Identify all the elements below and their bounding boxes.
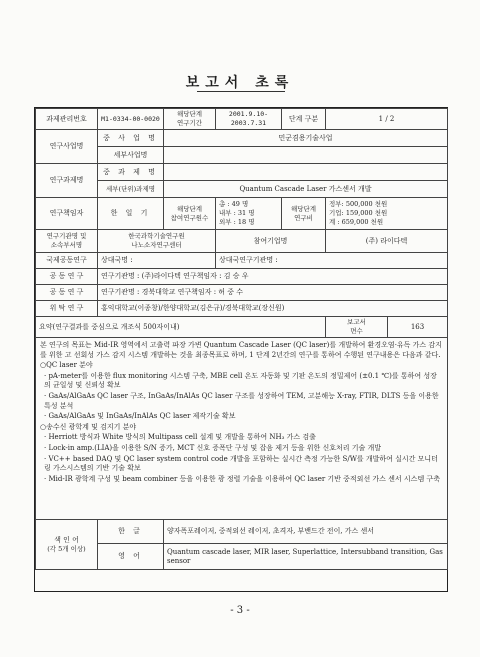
member-internal: 내부 : 31 명 [219,209,255,217]
business-main-label: 중 사 업 명 [98,130,164,147]
row-keywords-ko [36,520,448,544]
pages-value: 163 [388,317,448,338]
member-count-label: 해당단계 참여연구원수 [164,198,216,230]
summary-line: · Lock-in amp.(LIA)을 이용한 S/N 증가, MCT 신호 증폭단 구성 및 잡음 제거 등을 위한 신호처리 기술 개발 [44,443,382,452]
row-joint-1 [36,269,448,285]
summary-line: · pA-meter를 이용한 flux monitoring 시스템 구축, MBE cell 온도 자동화 및 기판 온도의 정밀제어 (±0.1 ℃)를 통하여 성장의 균일성 및 신뢰성 확보 [44,371,437,390]
row-management [36,109,448,130]
joint-value-2: 연구기관명 : 경북대학교 연구책임자 : 허 중 수 [98,285,448,301]
keywords-ko-label: 한 글 [98,520,164,544]
consign-value: 홍익대학교(이종창)/한양대학교(김은규)/경북대학교(장신원) [98,301,448,317]
project-sub-value: Quantum Cascade Laser 가스센서 개발 [164,181,448,198]
cost-sum: 계 : 659,000 천원 [329,218,384,226]
researcher-label: 연구책임자 [36,198,98,230]
org-label: 연구기관명 및 소속부서명 [36,230,98,253]
intl-label: 국제공동연구 [36,253,98,269]
business-sub-label: 세부사업명 [98,147,164,164]
summary-line: ○QC laser 분야 [40,361,93,370]
page-number: - 3 - [230,605,250,616]
member-counts [216,198,282,230]
period-label: 해당단계 연구기간 [164,109,216,130]
row-intl [36,253,448,269]
period-value: 2001.9.10-2003.7.31 [216,109,282,130]
org-name: 한국과학기술연구원 나노소자연구센터 [98,230,216,253]
cost-label: 해당단계 연구비 [282,198,326,230]
company-value: (주) 라이다텍 [326,230,448,253]
row-summary-header [36,317,448,338]
project-main-label: 중 과 제 명 [98,164,164,181]
keywords-label: 색 인 어 (각 5개 이상) [36,520,98,570]
business-main-value: 민군겸용기술사업 [164,130,448,147]
summary-line: · GaAs/AlGaAs QC laser 구조, InGaAs/InAlAs QC laser 구조를 성장하여 TEM, 고분해능 X-ray, FTIR, DLTS 등을 이용한 특성 분석 [44,391,439,410]
row-consign [36,301,448,317]
stage-label: 단계 구분 [282,109,326,130]
keywords-en-label: 영 어 [98,544,164,570]
intl-institution: 상대국연구기관명 : [216,253,448,269]
keywords-en-value: Quantum cascade laser, MIR laser, Superlattice, Intersubband transition, Gas sensor [164,544,448,570]
abstract-form [34,107,448,592]
summary-line: · VC++ based DAQ 및 QC laser system control code 개발을 포함하는 실시간 측정 가능한 S/W를 개발하여 실시간 모니터링 가스시스템의 기반 기술 확보 [44,454,438,473]
joint-label-1: 공 동 연 구 [36,269,98,285]
stage-value: 1 / 2 [326,109,448,130]
summary-body [36,338,448,520]
abstract-table [35,108,448,570]
row-joint-2 [36,285,448,301]
cost-company: 기업: 159,000 천원 [329,209,388,217]
member-external: 외부 : 18 명 [219,218,255,226]
summary-line: · Mid-IR 광학계 구성 및 beam combiner 등을 이용한 광 정렬 기술을 이용하여 QC laser 기반 중적외선 가스 센서 시스템 구축 [44,474,440,483]
business-label: 연구사업명 [36,130,98,164]
row-organization [36,230,448,253]
row-project-sub [36,181,448,198]
row-project-main [36,164,448,181]
row-business-sub [36,147,448,164]
summary-line: · GaAs/AlGaAs 및 InGaAs/InAlAs QC laser 제작기술 확보 [44,412,236,421]
page-title: 보고서 초록 [185,75,295,91]
cost-values [326,198,448,230]
joint-value-1: 연구기관명 : (주)라이다텍 연구책임자 : 김 승 우 [98,269,448,285]
summary-line: 본 연구의 목표는 Mid-IR 영역에서 고출력 파장 가변 Quantum Cascade Laser (QC laser)를 개발하여 환경오염·유독 가스 감지를 위한 고 선회성 가스 감지 시스템 개발하는 것을 최종목표로 하며, 1 단계 2년간의 연구를 통하여 수행된 연구내용은 다음과 같다. [40,341,442,359]
row-keywords-en [36,544,448,570]
project-main-value [164,164,448,181]
project-label: 연구과제명 [36,164,98,198]
project-sub-label: 세부(단위)과제명 [98,181,164,198]
summary-line: · Herriott 방식과 White 방식의 Multipass cell 설계 및 개발을 통하여 NH₃ 가스 검출 [44,433,316,442]
mgmt-no-label: 과제관리번호 [36,109,98,130]
title-underline [197,91,285,92]
row-researcher [36,198,448,230]
consign-label: 위 탁 연 구 [36,301,98,317]
keywords-ko-value: 양자폭포레이저, 중적외선 레이저, 초격자, 부밴드간 전이, 가스 센서 [164,520,448,544]
member-total: 총 : 49 명 [219,200,249,208]
business-sub-value [164,147,448,164]
joint-label-2: 공 동 연 구 [36,285,98,301]
intl-country: 상대국명 : [98,253,216,269]
mgmt-no-value: M1-0334-00-0020 [98,109,164,130]
cost-gov: 정부: 500,000 천원 [329,200,388,208]
row-summary [36,338,448,520]
pages-label: 보고서 면수 [326,317,388,338]
row-business-main [36,130,448,147]
researcher-name: 한 일 기 [98,198,164,230]
summary-header-label: 요약(연구결과를 중심으로 개조식 500자이내) [36,317,326,338]
summary-line: ○송수신 광학계 및 검지기 분야 [40,422,137,431]
company-label: 참여기업명 [216,230,326,253]
